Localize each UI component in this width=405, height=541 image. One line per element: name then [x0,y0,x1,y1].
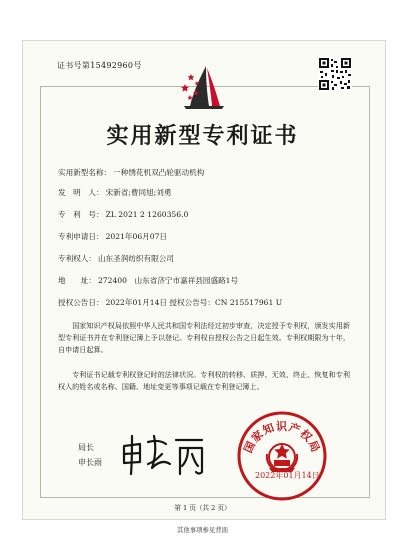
seal-text: 国家知识产权局 [241,420,323,455]
filing-date-label: 专利申请日： [58,232,104,241]
patentee-label: 专利权人： [58,254,96,263]
seal-date: 2022年01月14日 [255,471,320,480]
footer-note: 其他事项参见背面 [176,526,229,534]
grant-number-group [169,298,282,307]
patent-number-label: 专 利 号： [58,210,104,219]
address: 272400 山东省济宁市嘉祥县园盛路1号 [97,276,239,285]
inventor-label: 发 明 人： [58,188,104,197]
grant-number: CN 215517961 U [214,298,283,307]
director-name: 申长雨 [78,458,102,467]
filing-date: 2021年06月07日 [105,232,167,241]
certificate-title: 实用新型专利证书 [106,123,299,149]
patent-number: ZL 2021 2 1260356.0 [105,210,189,219]
director-title: 局长 [78,443,94,452]
address-label: 地 址： [58,276,96,285]
official-seal [236,410,328,502]
grant-number-label: 授权公告号： [169,298,215,307]
utility-model-name-row [58,167,204,178]
grant-date: 2022年01月14日 [105,298,167,307]
cnipa-emblem-icon [176,60,232,114]
patent-number-row [58,209,188,220]
filing-date-row [58,231,167,242]
patentee: 山东圣润纺织有限公司 [97,254,174,263]
address-row [58,275,238,286]
patentee-row [58,253,174,264]
inventors: 宋新省;曹同旭;刘勇 [105,188,172,197]
decision-paragraph: 国家知识产权局依照中华人民共和国专利法经过初步审查，决定授予专利权，颁发实用新型专利证书并在专利登记簿上予以登记。专利权自授权公告之日起生效。专利权期限为十年，自申请日起算。 [58,321,350,354]
utility-model-name: 一种绣花机双凸轮驱动机构 [113,168,205,177]
grant-date-label: 授权公告日： [58,298,104,307]
utility-model-name-label: 实用新型名称： [58,168,112,177]
certificate-number: 证书号第15492960号 [57,61,142,70]
page-indicator: 第 1 页（共 2 页） [174,504,231,512]
inventor-row [58,187,171,198]
grant-info-row [58,297,282,308]
director-signature [118,432,208,478]
qr-code-icon [318,57,352,91]
legal-status-paragraph: 专利证书记载专利权登记时的法律状况。专利权的转移、质押、无效、终止、恢复和专利权人的姓名或名称、国籍、地址变更等事项记载在专利登记簿上。 [58,370,350,391]
